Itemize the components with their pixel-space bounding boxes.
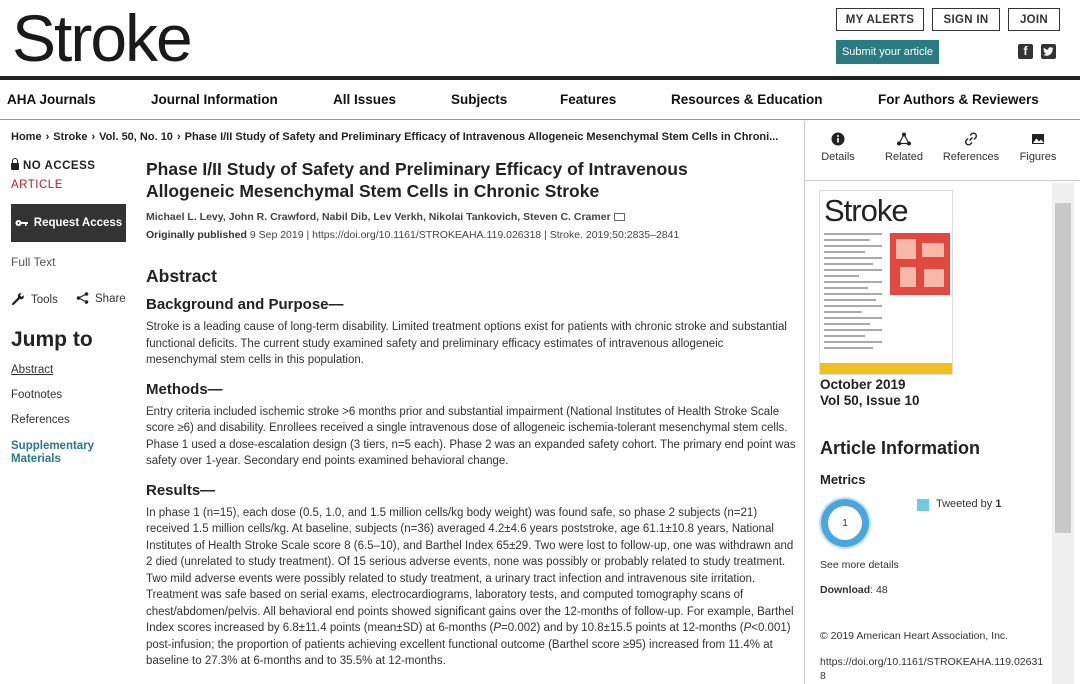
nav-resources-education[interactable]: Resources & Education: [671, 92, 823, 107]
nav-all-issues[interactable]: All Issues: [333, 92, 397, 107]
jump-abstract-link[interactable]: Abstract: [11, 364, 54, 376]
article-type-label: ARTICLE: [11, 179, 63, 191]
download-count: Download: 48: [820, 584, 888, 596]
nav-journal-information[interactable]: Journal Information: [151, 92, 278, 107]
author-list[interactable]: Michael L. Levy, John R. Crawford, Nabil Dib, Lev Verkh, Nikolai Tankovich, Steven C. Cramer: [146, 210, 796, 224]
breadcrumb-separator-icon: ›: [176, 131, 181, 143]
see-more-details-link[interactable]: See more details: [820, 559, 899, 571]
cover-footer-band: [820, 363, 953, 375]
issue-info[interactable]: October 2019 Vol 50, Issue 10: [820, 377, 920, 408]
submit-article-button[interactable]: Submit your article: [836, 40, 939, 64]
panel-scrollbar-thumb[interactable]: [1055, 203, 1071, 533]
sign-in-button[interactable]: SIGN IN: [932, 8, 1000, 31]
tab-details[interactable]: Details: [808, 132, 868, 163]
background-text: Stroke is a leading cause of long-term disability. Limited treatment options exist for patients with chronic stroke and substantial functional deficits. The current study examined safety and preliminary efficacy estimates of intravenous allogeneic mesenchymal stem cells in this population.: [146, 321, 787, 366]
methods-heading: Methods—: [146, 380, 223, 398]
request-access-button[interactable]: Request Access: [11, 204, 126, 242]
join-button[interactable]: JOIN: [1008, 8, 1060, 31]
article-title: Phase I/II Study of Safety and Preliminary Efficacy of Intravenous Allogeneic Mesenchymal Stem Cells in Chronic Stroke: [146, 159, 688, 201]
tab-related[interactable]: Related: [874, 132, 934, 163]
cover-figure: [890, 233, 950, 295]
methods-text: Entry criteria included ischemic stroke >6 months prior and substantial impairment (National Institutes of Health Stroke Scale score ≥6) and disability. Enrollees received a single intravenous dose of allogeneic ischemia-tolerant mesenchymal stem cells. Phase 1 used a dose-escalation design (3 tiers, n=5 each). Phase 2 was an expanded safety cohort. The primary end point was safety over 1-year. Secondary end points examined behavioral change.: [146, 405, 796, 467]
metrics-heading: Metrics: [820, 472, 866, 487]
info-icon: [831, 132, 845, 146]
publication-info: Originally published 9 Sep 2019 | https://doi.org/10.1161/STROKEAHA.119.026318 | Stroke. 2019;50:2835–2841: [146, 229, 680, 241]
altmetric-donut[interactable]: [821, 499, 869, 547]
wrench-icon: [11, 292, 25, 306]
breadcrumb-home[interactable]: Home: [11, 131, 42, 143]
jump-to-heading: Jump to: [11, 328, 93, 351]
journal-logo[interactable]: Stroke: [12, 1, 191, 75]
tweeted-by-label: Tweeted by 1: [936, 498, 1002, 510]
doi-link[interactable]: https://doi.org/10.1161/STROKEAHA.119.026318: [820, 656, 1044, 682]
share-button[interactable]: Share: [76, 292, 126, 305]
jump-references-link[interactable]: References: [11, 414, 70, 426]
no-access-label: NO ACCESS: [11, 160, 95, 172]
abstract-heading: Abstract: [146, 266, 217, 286]
journal-cover-image[interactable]: [819, 190, 953, 375]
facebook-icon[interactable]: f: [1018, 44, 1033, 59]
results-text: In phase 1 (n=15), each dose (0.5, 1.0, and 1.5 million cells/kg body weight) was found safe, so phase 2 subjects (n=21) received 1.5 million cells/kg. At baseline, subjects (n=36) averaged 4.2±4.6 years poststroke, age 61.1±10.8 years, National Institutes of Health Stroke Scale score 8 (6.5–10), and Barthel Index 65±29. Two were lost to follow-up, one was withdrawn and 2 died (unrelated to study treatment). Of 15 serious adverse events, none was possibly or probably related to study treatment. Two mild adverse events were possibly related to study treatment, a urinary tract infection and intravenous site irritation. Treatment was safe based on serial exams, electrocardiograms, laboratory tests, and computed tomography scans of chest/abdomen/pelvis. All behavioral end points showed significant gains over the 12-months of follow-up. For example, Barthel Index scores increased by 6.8±11.4 points (mean±SD) at 6-months (P=0.002) and by 10.8±15.5 points at 12-months (P<0.001) post-infusion; the proportion of patients achieving excellent functional outcome (Barthel score ≥95) increased from 11.4% at baseline to 27.3% at 6-months and to 35.5% at 12-months.: [146, 506, 794, 667]
lock-icon: [11, 163, 19, 170]
twitter-icon[interactable]: [1041, 44, 1056, 59]
image-icon: [1031, 132, 1045, 146]
nav-features[interactable]: Features: [560, 92, 617, 107]
my-alerts-button[interactable]: MY ALERTS: [836, 8, 924, 31]
tabs-divider: [805, 180, 1080, 181]
tab-figures[interactable]: Figures: [1008, 132, 1068, 163]
breadcrumb-current-article: Phase I/II Study of Safety and Preliminary Efficacy of Intravenous Allogeneic Mesenchymal Stem Cells in Chroni...: [184, 131, 779, 143]
breadcrumb-volume[interactable]: Vol. 50, No. 10: [99, 131, 173, 143]
nav-for-authors-reviewers[interactable]: For Authors & Reviewers: [878, 92, 1039, 107]
breadcrumb-stroke[interactable]: Stroke: [53, 131, 88, 143]
jump-supplementary-link[interactable]: Supplementary Materials: [11, 440, 95, 465]
main-nav: [0, 80, 1080, 120]
network-icon: [897, 132, 911, 146]
cover-title: Stroke: [824, 193, 908, 228]
article-main: [146, 158, 796, 670]
link-icon: [964, 132, 978, 146]
mail-icon[interactable]: [614, 213, 625, 221]
copyright-text: © 2019 American Heart Association, Inc.: [820, 630, 1009, 642]
cover-toc-lines: [824, 233, 882, 353]
right-panel-divider: [804, 121, 805, 684]
jump-footnotes-link[interactable]: Footnotes: [11, 389, 63, 401]
results-heading: Results—: [146, 481, 216, 499]
breadcrumb-separator-icon: ›: [45, 131, 50, 143]
share-icon: [76, 292, 89, 304]
nav-subjects[interactable]: Subjects: [451, 92, 508, 107]
tab-references[interactable]: References: [941, 132, 1001, 163]
breadcrumb-separator-icon: ›: [91, 131, 96, 143]
nav-aha-journals[interactable]: AHA Journals: [7, 92, 96, 107]
full-text-link[interactable]: Full Text: [11, 255, 56, 269]
twitter-legend-swatch: [917, 499, 929, 511]
background-heading: Background and Purpose—: [146, 296, 344, 313]
article-information-heading: Article Information: [820, 438, 981, 458]
key-icon: [15, 219, 29, 227]
tools-button[interactable]: Tools: [11, 292, 58, 306]
altmetric-score: 1: [828, 506, 862, 540]
breadcrumb: [11, 131, 791, 143]
